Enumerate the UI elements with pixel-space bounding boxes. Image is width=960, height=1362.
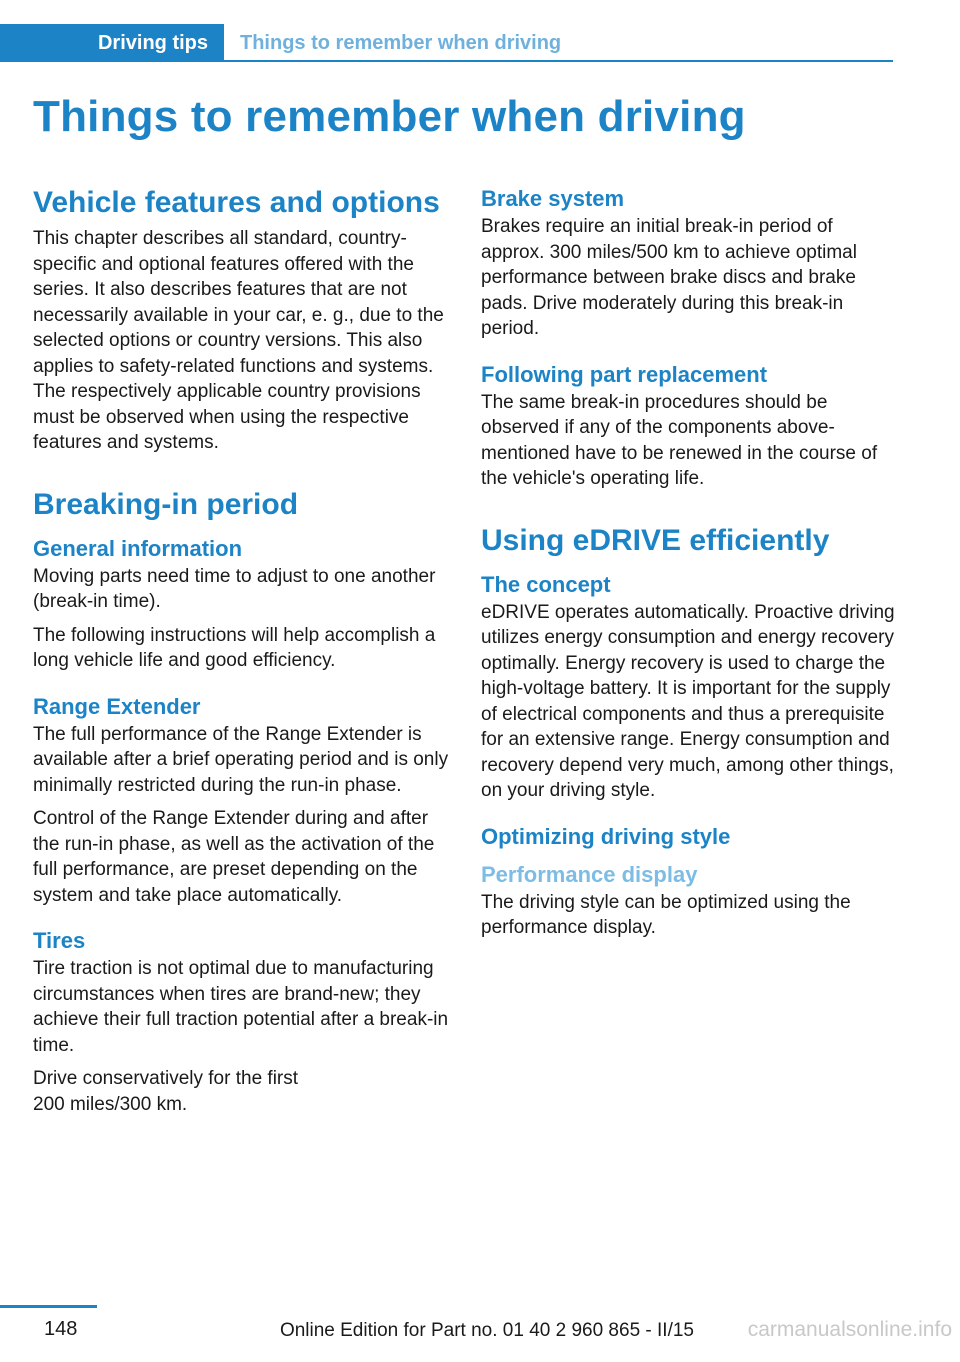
right-column [481,184,897,949]
heading-performance-display: Performance display [481,861,698,887]
heading-optimizing: Optimizing driving style [481,823,731,849]
header-divider [224,60,893,62]
page-title: Things to remember when driving [33,92,746,141]
heading-tires: Tires [33,928,86,953]
header-bar [0,24,893,62]
heading-brake-system: Brake system [481,186,625,211]
heading-general-information: General information [33,535,243,561]
heading-edrive: Using eDRIVE efficiently [481,523,830,557]
paragraph-vehicle-features: This chapter describes all standard, country-specific and optional features offered with the series. It also describes features that are not necessarily available in your car, e. g., due to the selected options or country versions. This also applies to safety-related functions and systems. The respectively applicable country provisions must be observed when using the respective features and systems. [33,228,444,453]
page-number: 148 [44,1318,78,1340]
watermark[interactable]: carmanualsonline.info [747,1318,952,1341]
paragraph-general-2: The following instructions will help accomplish a long vehicle life and good efficiency. [33,624,436,671]
paragraph-performance: The driving style can be optimized using the performance display. [481,891,851,938]
paragraph-tires-2: Drive conservatively for the first 200 miles/300 km. [33,1068,299,1115]
paragraph-concept: eDRIVE operates automatically. Proactive driving utilizes energy consumption and energy recovery optimally. Energy recovery is used to charge the high-voltage battery. It is important for the supply of electrical components and thus a prerequisite for an extensive range. Energy consumption and recovery depend very much, among other things, on your driving style. [481,601,895,801]
paragraph-brake: Brakes require an initial break-in period of approx. 300 miles/500 km to achieve optimal performance between brake discs and brake pads. Drive moderately during this break-in period. [481,216,857,339]
heading-range-extender: Range Extender [33,693,201,719]
heading-part-replacement: Following part replacement [481,361,768,387]
heading-breaking-in: Breaking-in period [33,487,299,521]
breadcrumb[interactable]: Things to remember when driving [240,31,562,54]
heading-vehicle-features: Vehicle features and options [33,186,440,219]
edition-note: Online Edition for Part no. 01 40 2 960 865 - II/15 [279,1320,694,1341]
paragraph-range-2: Control of the Range Extender during and after the run-in phase, as well as the activation of the full performance, are preset depending on the system and take place automatically. [33,808,435,906]
section-tab[interactable]: Driving tips [0,24,224,62]
paragraph-part-replacement: The same break-in procedures should be observed if any of the components above-mentioned have to be renewed in the course of the vehicle's operating life. [481,391,878,489]
footer-divider [0,1305,97,1308]
left-column [33,184,449,1125]
paragraph-general-1: Moving parts need time to adjust to one another (break-in time). [33,565,436,612]
heading-concept: The concept [481,571,611,597]
paragraph-range-1: The full performance of the Range Extender is available after a brief operating period and is only minimally restricted during the run-in phase. [33,723,449,796]
paragraph-tires-1: Tire traction is not optimal due to manufacturing circumstances when tires are brand-new; they achieve their full traction potential after a break-in time. [33,958,449,1056]
